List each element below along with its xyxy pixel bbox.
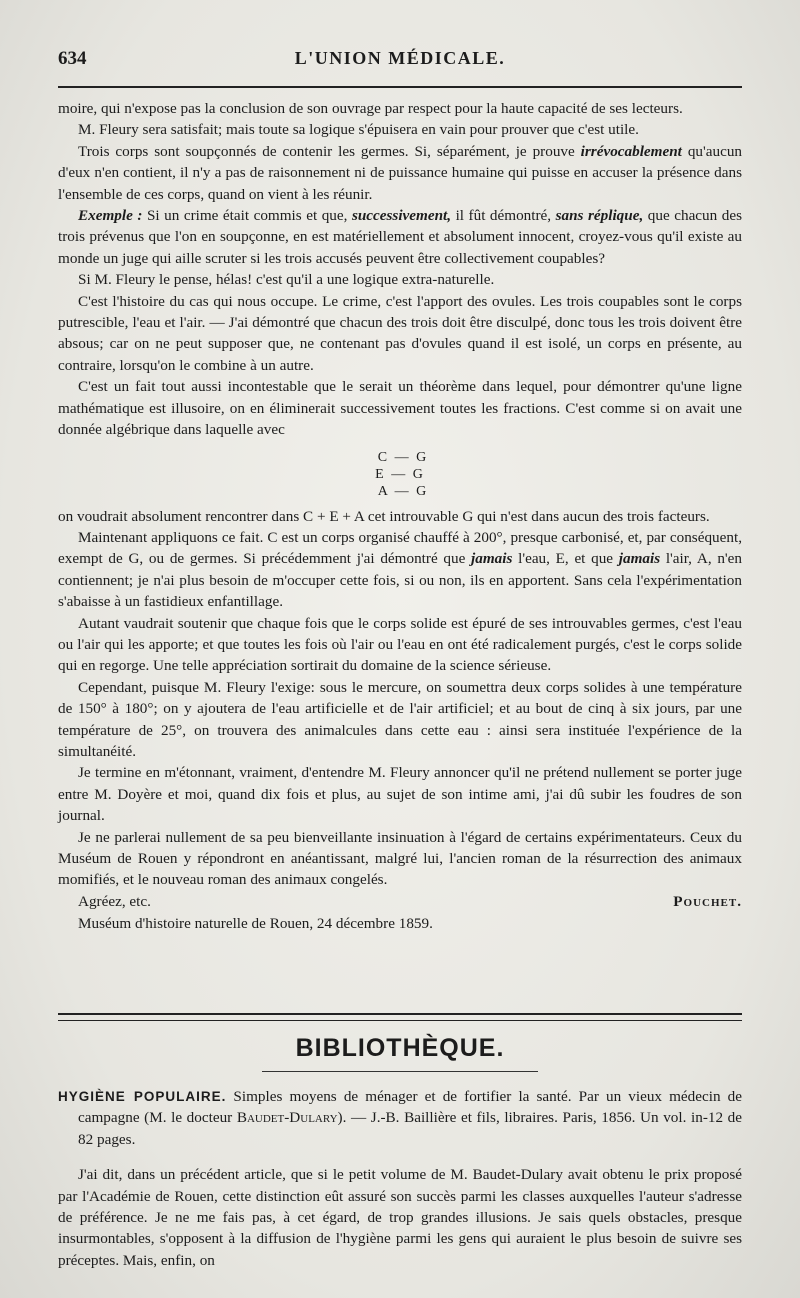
emphasis: successivement, (351, 207, 452, 225)
bibliography-entry (58, 1086, 742, 1150)
emphasis: Exemple : (78, 207, 143, 225)
paragraph: C'est un fait tout aussi incontestable que le serait un théorème dans lequel, pour démontrer qu'une ligne mathématique est illusoire, on en éliminerait successivement toutes les fractions. C'est comme si on avait une donnée algébrique dans laquelle avec (58, 378, 742, 439)
text-run: l'eau, E, et que (512, 550, 619, 568)
dateline: Muséum d'histoire naturelle de Rouen, 24 décembre 1859. (78, 914, 433, 932)
entry-keyword: HYGIÈNE POPULAIRE. (58, 1089, 227, 1104)
text-run: ). — J.-B. Baillière et fils, libraires. Paris, 1856. Un vol. in-12 de 82 pages. (78, 1109, 742, 1148)
text-run: il fût démontré, (451, 207, 556, 225)
section-title: BIBLIOTHÈQUE. (295, 1034, 505, 1062)
emphasis: irrévocablement (580, 142, 682, 160)
text-run: Si un crime était commis et que, (142, 207, 352, 225)
entry-author: Baudet-Dulary (236, 1109, 338, 1127)
formula-line: A — G (377, 483, 429, 499)
title-underline (262, 1071, 538, 1072)
paragraph (58, 205, 742, 269)
paragraph: J'ai dit, dans un précédent article, que si le petit volume de M. Baudet-Dulary avait obtenu le prix proposé par l'Académie de Rouen, cette distinction eût assuré son succès parmi les classes auxquelles l'auteur s'adresse de préférence. Je ne me fais pas, à cet égard, de trop grandes illusions. Je sais quels obstacles, presque insurmontables, s'opposent à la diffusion de l'hygiène parmi les gens qui auraient le plus besoin de suivre ses préceptes. Mais, enfin, on (58, 1166, 742, 1269)
section-divider (58, 1013, 742, 1021)
paragraph: Cependant, puisque M. Fleury l'exige: sous le mercure, on soumettra deux corps solides à une température de 150° à 180°; on y ajoutera de l'eau artificielle et de l'air artificiel; et au bout de cinq à six jours, par une température de 25°, on trouvera des animalcules dans cette eau : ainsi sera instituée l'expérience de la simultanéité. (58, 678, 742, 760)
header-rule (58, 86, 742, 88)
formula-line: E — G (375, 466, 425, 482)
paragraph: M. Fleury sera satisfait; mais toute sa logique s'épuisera en vain pour prouver que c'est utile. (78, 121, 639, 139)
paragraph: Je ne parlerai nullement de sa peu bienveillante insinuation à l'égard de certains expérimentateurs. Ceux du Muséum de Rouen y répondront en anéantissant, malgré lui, l'ancien roman de la résurrection des animaux momifiés, et le nouveau roman des animaux congelés. (58, 828, 742, 889)
letter-body (58, 98, 742, 934)
text-run: Simples moyens de ménager et de fortifier la santé. Par un vieux médecin de campagne (M. le docteur (78, 1088, 742, 1127)
emphasis: jamais (471, 550, 513, 568)
running-title: L'UNION MÉDICALE. (294, 48, 506, 68)
page-header (58, 48, 742, 76)
bibliography-section (58, 1086, 742, 1271)
text-run: que chacun des trois prévenus que l'on en soupçonne, en est matériellement et absolument innocent, croyez-vous qu'il existe au monde un juge qui aille scruter si les trois accusés peuvent être collectivement coupables? (58, 207, 743, 267)
signature: Pouchet. (673, 892, 742, 910)
paragraph (58, 527, 742, 613)
algebraic-formula (360, 449, 440, 500)
paragraph: on voudrait absolument rencontrer dans C + E + A cet introuvable G qui n'est dans aucun des trois facteurs. (58, 507, 710, 525)
emphasis: sans réplique, (555, 207, 644, 225)
formula-line: C — G (377, 449, 429, 465)
paragraph: Si M. Fleury le pense, hélas! c'est qu'il a une logique extra-naturelle. (78, 271, 495, 289)
text-run: Maintenant appliquons ce fait. C est un corps organisé chauffé à 200°, presque carbonisé, et, par conséquent, exempt de G, ou de germes. Si précédemment j'ai démontré que (58, 528, 742, 568)
greeting: Agréez, etc. (78, 892, 151, 910)
paragraph: C'est l'histoire du cas qui nous occupe. Le crime, c'est l'apport des ovules. Les trois coupables sont le corps putrescible, l'eau et l'air. — J'ai démontré que chacun des trois doit être disculpé, donc tous les trois doivent être absous; car on ne peut supposer que, ne contenant pas d'ovules quand il est isolé, un corps en présente, au contraire, lorsqu'on le combine à un autre. (58, 292, 742, 374)
emphasis: jamais (618, 550, 661, 568)
text-run: Trois corps sont soupçonnés de contenir les germes. Si, séparément, je prouve (78, 142, 581, 160)
text-run: l'air, A, n'en contiennent; je n'ai plus besoin de m'occuper cette fois, si ou non, ils en apportent. Sans cela l'expérimentation s'abaisse à un fastidieux enfantillage. (58, 550, 742, 611)
paragraph: Autant vaudrait soutenir que chaque fois que le corps solide est épuré de ses introuvables germes, c'est l'eau ou l'air qui les apporte; et que toutes les fois où l'air ou l'eau en ont été radicalement purgés, c'est le corps solide qui en regorge. Une telle appréciation sortirait du domaine de la science sérieuse. (58, 614, 742, 675)
page-number: 634 (58, 48, 87, 69)
paragraph: moire, qui n'expose pas la conclusion de son ouvrage par respect pour la haute capacité de ses lecteurs. (58, 100, 683, 117)
paragraph (58, 141, 742, 205)
paragraph: Je termine en m'étonnant, vraiment, d'entendre M. Fleury annoncer qu'il ne prétend nullement se porter juge entre M. Doyère et moi, quand dix fois et plus, au sujet de son intime ami, j'ai dû subir les foudres de son journal. (58, 764, 742, 825)
text-run: qu'aucun d'eux n'en contient, il n'y a pas de raisonnement ni de puissance humaine qui puisse en accuser la présence dans l'ensemble de ces corps, quand on vient à les réunir. (58, 142, 743, 203)
closing-line (58, 891, 742, 913)
